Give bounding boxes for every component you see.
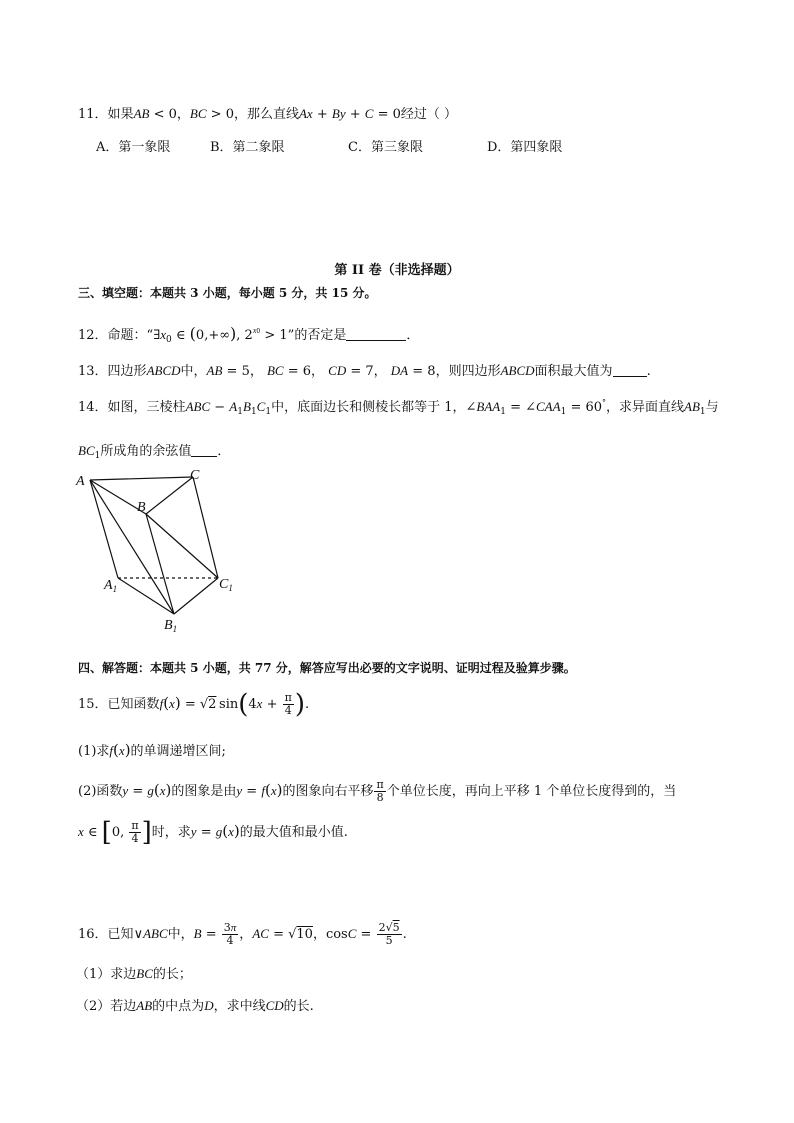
option-d: D．第四象限 [487, 140, 563, 155]
question-16-part1: （1）求边BC的长； [76, 966, 192, 982]
fill-in-header: 三、填空题：本题共 3 小题，每小题 5 分，共 15 分。 [78, 286, 377, 300]
vertex-label-c: C [190, 468, 200, 483]
question-11: 11．如果AB < 0，BC > 0，那么直线Ax + By + C = 0经过（ ） [78, 106, 458, 122]
question-13: 13．四边形ABCD中，AB = 5， BC = 6， CD = 7， DA = 8，则四边形ABCD面积最大值为 . [78, 363, 651, 379]
vertex-label-b1: $B_1$ [164, 618, 178, 634]
option-c: C．第三象限 [348, 140, 423, 155]
question-12: 12．命题：“$\exists x_0$ ∈ (0,+∞), $2^{x0} > 1$”的否定是 ． [78, 324, 420, 345]
answer-blank[interactable] [191, 444, 217, 457]
edge-c-c1 [193, 477, 218, 578]
question-16-part2: （2）若边AB的中点为D，求中线CD的长. [76, 998, 314, 1014]
segment-b-c1 [146, 514, 218, 578]
solve-header: 四、解答题：本题共 5 小题，共 77 分，解答应写出必要的文字说明、证明过程及验算步骤。 [78, 661, 576, 675]
segment-a-b1 [90, 480, 174, 614]
edge-a-c [90, 477, 193, 480]
vertex-label-b: B [137, 500, 146, 515]
question-number: 11． [78, 107, 108, 122]
question-15-part1: (1)求f(x)的单调递增区间; [78, 741, 226, 759]
edge-b1-c1 [174, 578, 218, 614]
option-b: B．第二象限 [210, 140, 285, 155]
question-15: 15．已知函数f(x) = √2 sin(4x + $\frac{\pi}{4}$ ). [78, 689, 310, 720]
vertex-label-a: A [76, 474, 85, 489]
question-15-part2: (2)函数y = g(x)的图象是由y = f(x)的图象向右平移 $\frac{\pi}{8}$ 个单位长度，再向上平移 1 个单位长度得到的，当 [78, 778, 677, 804]
vertex-label-a1: $A_1$ [104, 578, 118, 594]
edge-b-c [146, 477, 193, 514]
question-14-line2: $BC_1$所成角的余弦值 ． [78, 443, 231, 461]
question-14: 14．如图，三棱柱ABC − $A_1B_1C_1$中，底面边长和侧棱长都等于 1，$\angle BAA_1$ = $\angle CAA_1 = 60^\circ$，求异面直线$AB_1$与 [78, 398, 719, 417]
section-title: 第 II 卷（非选择题） [334, 263, 460, 278]
answer-blank[interactable] [613, 364, 647, 377]
option-a: A．第一象限 [96, 140, 171, 155]
vertex-label-c1: $C_1$ [219, 577, 233, 593]
answer-blank[interactable] [346, 328, 406, 341]
question-15-part2-line2: x ∈ [0, $\frac{\pi}{4}$ ]时，求y = g(x)的最大值和最小值. [78, 817, 348, 848]
question-16: 16．已知∨ABC中，B = $\frac{3\pi}{4}$ ，AC = √10，cosC = $\frac{2√5}{5}$ . [78, 921, 407, 947]
prism-figure [70, 462, 250, 634]
